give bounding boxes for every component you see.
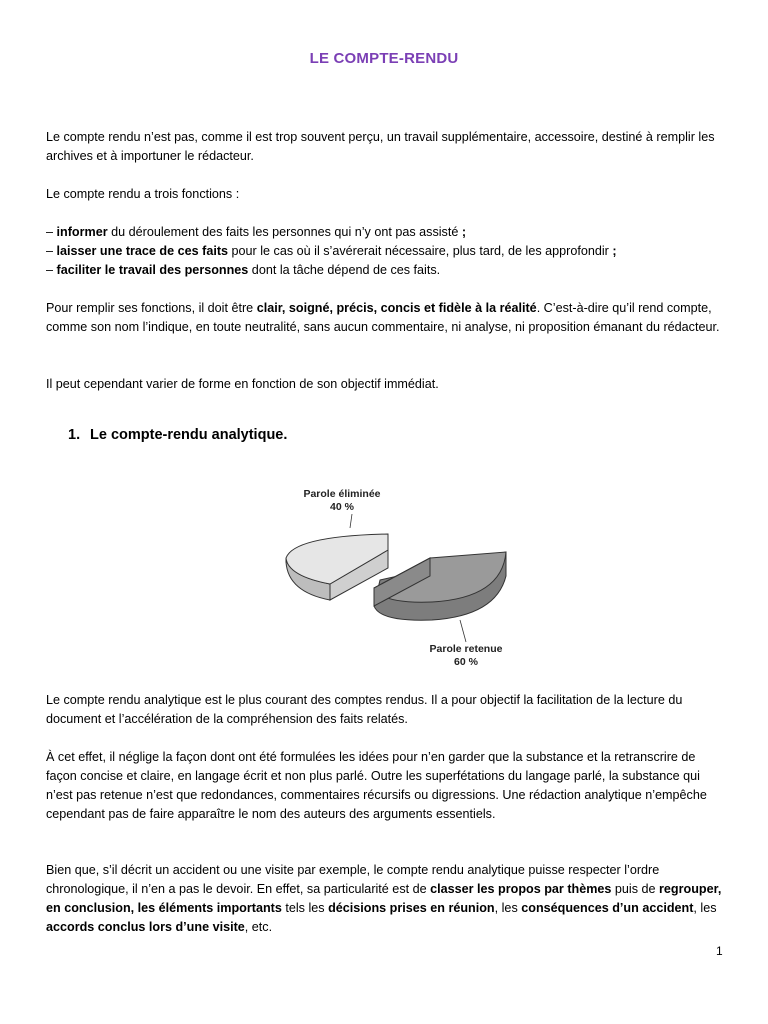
page-number: 1 [716, 944, 723, 958]
document-title: LE COMPTE-RENDU [309, 50, 459, 67]
functions-list [46, 223, 726, 280]
form-paragraph: Il peut cependant varier de forme en fonction de son objectif immédiat. [46, 377, 439, 391]
qualities-paragraph: Pour remplir ses fonctions, il doit être clair, soigné, précis, concis et fidèle à la réalité. C’est-à-dire qu’il rend compte, comme son nom l’indique, en toute neutralité, sans aucun commentaire, ni analyse, ni proposition émanant du rédacteur. [46, 301, 720, 334]
analytic-paragraph: Le compte rendu analytique est le plus courant des comptes rendus. Il a pour objectif la facilitation de la lecture du document et l’accélération de la compréhension des faits relatés. [46, 693, 683, 726]
label-retained: Parole retenue [429, 643, 503, 655]
list-item: – informer du déroulement des faits les personnes qui n’y ont pas assisté ; [46, 225, 467, 239]
chronology-paragraph: Bien que, s’il décrit un accident ou une visite par exemple, le compte rendu analytique puisse respecter l’ordre chronologique, il n’en a pas le devoir. En effet, sa particularité est de classer les propos par thèmes puis de regrouper, en conclusion, les éléments importants tels les décisions prises en réunion, les conséquences d’un accident, les accords conclus lors d’une visite, etc. [46, 863, 722, 934]
functions-intro: Le compte rendu a trois fonctions : [46, 187, 240, 201]
label-eliminated: Parole éliminée [303, 488, 381, 500]
pie-chart [270, 480, 530, 670]
section-heading: 1. Le compte-rendu analytique. [68, 427, 288, 443]
intro-paragraph: Le compte rendu n’est pas, comme il est trop souvent perçu, un travail supplémentaire, accessoire, destiné à remplir les archives et à importuner le rédacteur. [46, 130, 715, 163]
value-eliminated: 40 % [330, 501, 354, 513]
effect-paragraph: À cet effet, il néglige la façon dont ont été formulées les idées pour n’en garder que la substance et la retranscrire de façon concise et claire, en langage écrit et non plus parlé. Outre les superfétations du langage parlé, la substance qui n’est pas retenue n’est que redondances, commentaires récursifs ou digressions. Une rédaction analytique n’empêche cependant pas de faire apparaître le nom des auteurs des arguments essentiels. [46, 750, 707, 821]
leader-line-eliminated [350, 514, 352, 528]
value-retained: 60 % [454, 656, 478, 668]
list-item: – laisser une trace de ces faits pour le cas où il s’avérerait nécessaire, plus tard, de les approfondir ; [46, 244, 617, 258]
leader-line-retained [460, 620, 466, 642]
list-item: – faciliter le travail des personnes dont la tâche dépend de ces faits. [46, 263, 441, 277]
